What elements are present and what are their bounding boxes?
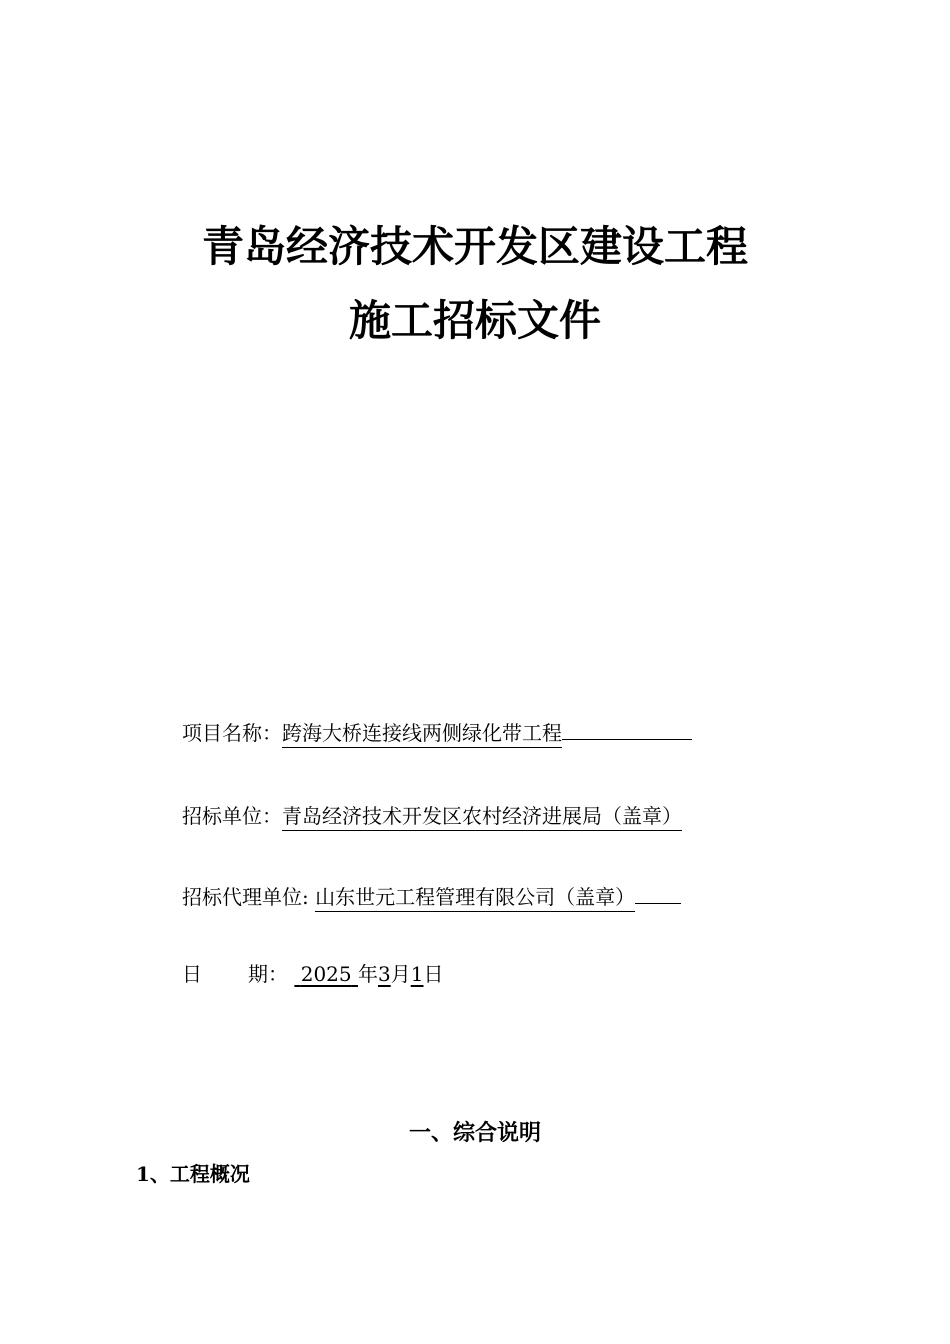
project-name-value: 跨海大桥连接线两侧绿化带工程: [282, 721, 562, 748]
tenderer-value: 青岛经济技术开发区农村经济进展局（盖章）: [282, 804, 682, 831]
date-day-unit: 日: [423, 962, 444, 986]
tenderer-field: [182, 806, 682, 826]
date-label-period: 期：: [248, 962, 288, 986]
tender-agent-field: [182, 887, 681, 907]
tenderer-label: 招标单位：: [182, 804, 282, 828]
section-subheading: 1、工程概况: [136, 1162, 250, 1186]
date-year-unit: 年: [357, 962, 378, 986]
date-field: [182, 964, 443, 984]
date-label-day: 日: [182, 962, 202, 986]
section-heading: 一、综合说明: [408, 1120, 541, 1146]
date-month: 3: [377, 962, 391, 986]
date-year: 2025: [300, 962, 352, 986]
tender-agent-label: 招标代理单位:: [182, 885, 316, 909]
project-name-field: [182, 723, 692, 743]
document-title-line-2: 施工招标文件: [348, 296, 601, 345]
date-month-unit: 月: [390, 962, 411, 986]
tender-agent-underline: [635, 902, 681, 904]
date-day: 1: [410, 962, 424, 986]
tender-agent-value: 山东世元工程管理有限公司（盖章）: [315, 885, 635, 912]
project-name-underline: [562, 738, 692, 740]
project-name-label: 项目名称：: [182, 721, 282, 745]
document-title-line-1: 青岛经济技术开发区建设工程: [201, 222, 748, 271]
